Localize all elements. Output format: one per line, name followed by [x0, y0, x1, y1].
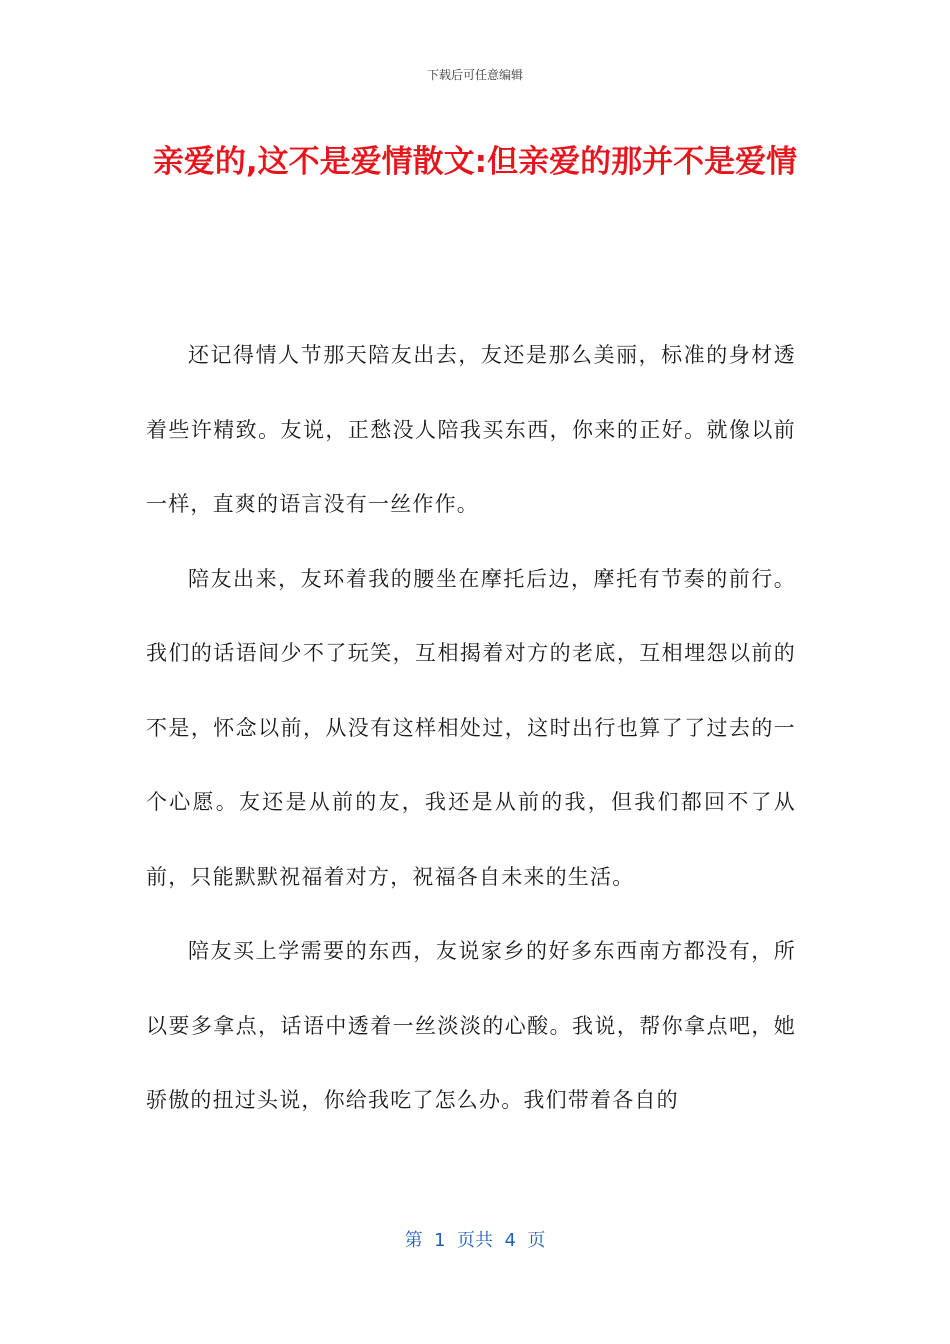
- header-note: 下载后可任意编辑: [426, 68, 523, 82]
- page-number: 第 1 页共 4 页: [404, 1230, 546, 1251]
- paragraph: 陪友出来，友环着我的腰坐在摩托后边，摩托有节奏的前行。我们的话语间少不了玩笑，互相揭着对方的老底，互相埋怨以前的不是，怀念以前，从没有这样相处过，这时出行也算了了过去的一个心愿。友还是从前的友，我还是从前的我，但我们都回不了从前，只能默默祝福着对方，祝福各自未来的生活。: [146, 566, 796, 889]
- paragraph: 还记得情人节那天陪友出去，友还是那么美丽，标准的身材透着些许精致。友说，正愁没人陪我买东西，你来的正好。就像以前一样，直爽的语言没有一丝作作。: [146, 343, 796, 516]
- document-title: 亲爱的,这不是爱情散文:但亲爱的那并不是爱情: [152, 144, 798, 180]
- paragraph: 陪友买上学需要的东西，友说家乡的好多东西南方都没有，所以要多拿点，话语中透着一丝淡淡的心酸。我说，帮你拿点吧，她骄傲的扭过头说，你给我吃了怎么办。我们带着各自的: [146, 939, 796, 1112]
- document-body: [146, 318, 796, 1138]
